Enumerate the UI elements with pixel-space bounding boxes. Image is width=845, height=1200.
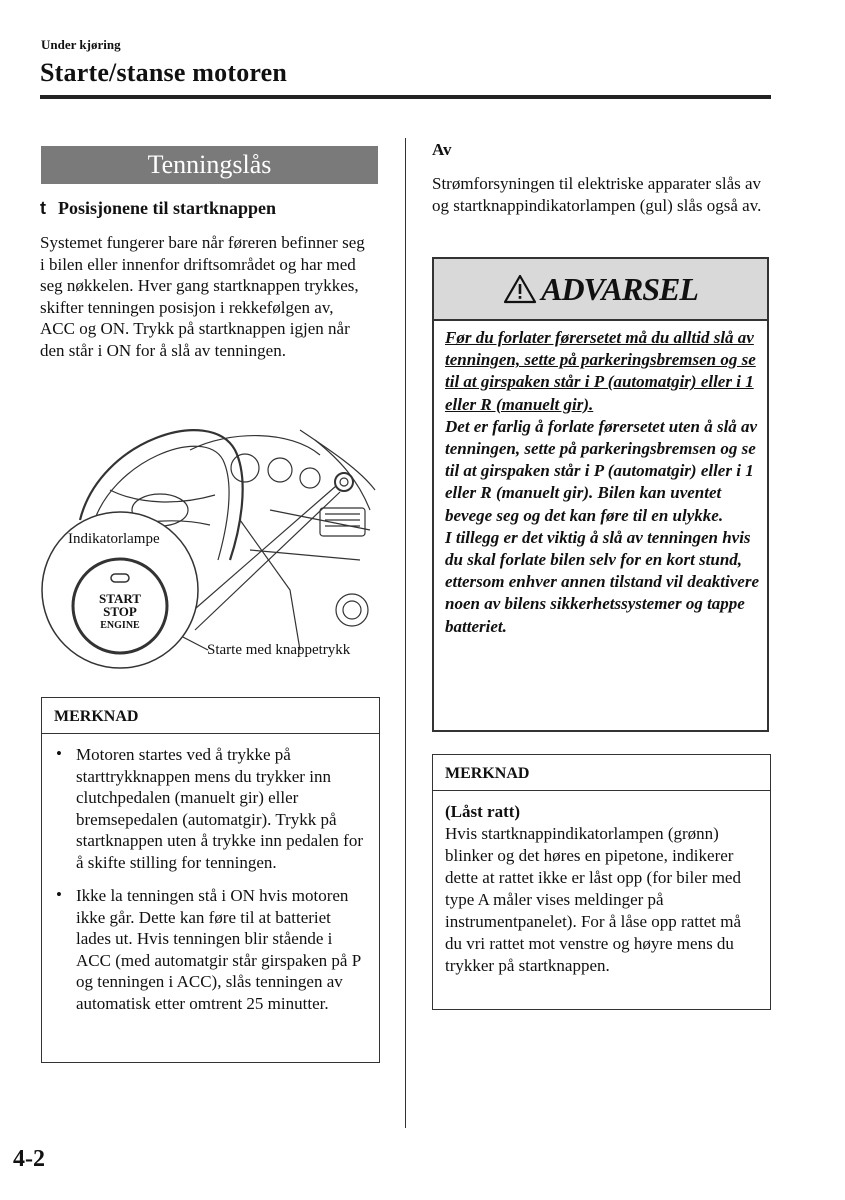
note-text: Hvis startknappindikatorlampen (grønn) blinker og det høres en pipetone, indikerer dette at rattet ikke er låst opp (for biler med type A måler vises meldinger på instrumentpanelet). For å låse opp rattet må du vri rattet mot venstre og høyre mens du trykker på startknappen. <box>445 824 741 975</box>
button-text-stop: STOP <box>103 604 137 619</box>
note-box-left <box>41 697 380 1063</box>
subheading <box>40 198 276 219</box>
button-text-start: START <box>99 591 141 606</box>
breadcrumb: Under kjøring <box>41 37 121 52</box>
warning-text-additional: I tillegg er det viktig å slå av tenningen hvis du skal forlate bilen selv for en kort stund, ettersom enhver annen tilstand vil deaktivere noen av bilens sikkerhetssystemer og tappe batteriet. <box>445 527 760 636</box>
list-item <box>54 744 369 873</box>
column-divider <box>405 138 406 1128</box>
warning-header <box>434 259 767 321</box>
list-item-text: Ikke la tenningen stå i ON hvis motoren ikke går. Dette kan føre til at batteriet lades ut. Hvis tenningen blir stående i ACC (med automatgir står girspaken på P og tenningen i ACC), slås tenningen av automatisk etter omtrent 25 minutter. <box>76 886 361 1013</box>
page-title: Starte/stanse motoren <box>40 58 288 87</box>
indicator-lamp-label: Indikatorlampe <box>68 531 160 547</box>
av-paragraph: Strømforsyningen til elektriske apparater slås av og startknappindikatorlampen (gul) slås også av. <box>432 174 762 215</box>
warning-text: Det er farlig å forlate førersetet uten å slå av tenningen, sette på parkeringsbremsen og se til at girspaken står i P (automatgir) eller i 1 eller R (manuelt gir). Bilen kan uventet bevege seg og det kan føre til en ulykke. <box>445 416 758 525</box>
note-list <box>42 734 379 1014</box>
note-body <box>433 791 770 977</box>
page-number: 4-2 <box>13 1146 45 1172</box>
title-rule <box>40 95 771 99</box>
subheading-text: Posisjonene til startknappen <box>58 198 277 218</box>
bullet-icon: • <box>56 744 62 763</box>
list-item-text: Motoren startes ved å trykke på starttrykknappen mens du trykker inn clutchpedalen (manuelt gir) eller bremsepedalen (automatgir). Trykk på startknappen uten å trykke inn pedalen for å skifte stilling for tenningen. <box>76 745 364 872</box>
button-text-engine: ENGINE <box>100 620 140 631</box>
note-header: MERKNAD <box>433 755 770 791</box>
subheading-bullet-icon: t <box>40 198 46 218</box>
warning-emphasis: Før du forlater førersetet må du alltid slå av tenningen, sette på parkeringsbremsen og se til at girspaken står i P (automatgir) eller i 1 eller R (manuelt gir). <box>445 328 756 414</box>
note-box-right <box>432 754 771 1010</box>
intro-paragraph: Systemet fungerer bare når føreren befinner seg i bilen eller innenfor driftsområdet og har med seg nøkkelen. Hver gang startknappen trykkes, skifter tenningen posisjon i rekkefølgen av, ACC og ON. Trykk på startknappen igjen når den står i ON for å slå av tenningen. <box>40 233 365 360</box>
bullet-icon: • <box>56 885 62 904</box>
indicator-lamp <box>111 574 129 582</box>
warning-title: ADVARSEL <box>541 270 698 307</box>
section-banner: Tenningslås <box>41 146 378 184</box>
note-header: MERKNAD <box>42 698 379 734</box>
warning-triangle-icon <box>503 274 537 304</box>
av-heading: Av <box>432 140 452 159</box>
start-button-illustration <box>40 410 380 670</box>
note-subheading: (Låst ratt) <box>445 802 521 821</box>
start-button-label: Starte med knappetrykk <box>207 642 351 658</box>
warning-body <box>434 321 767 638</box>
list-item <box>54 885 369 1014</box>
warning-box <box>432 257 769 732</box>
